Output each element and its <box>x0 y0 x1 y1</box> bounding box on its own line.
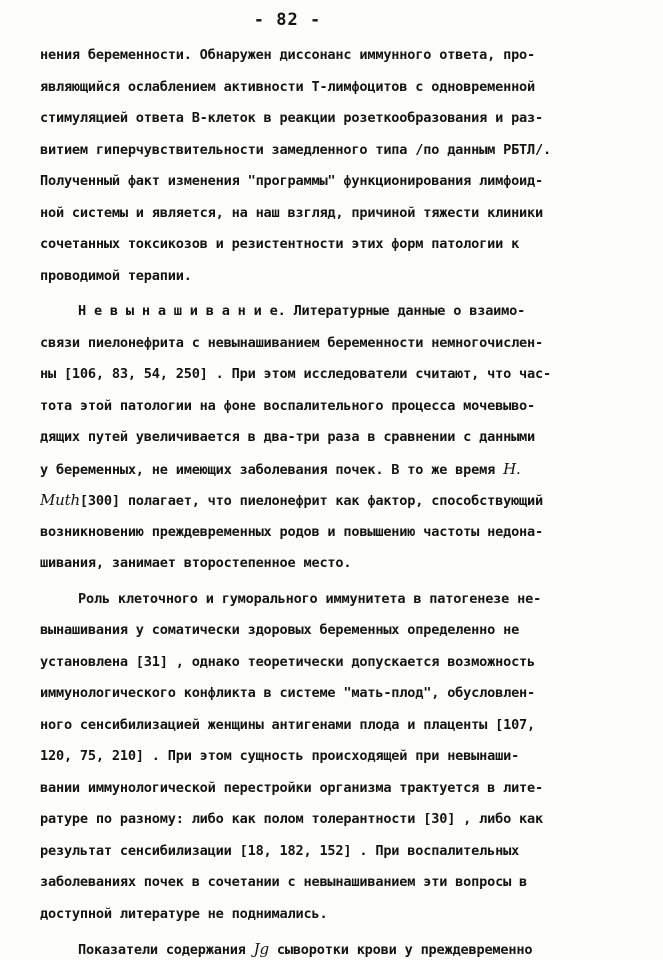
text-line: заболеваниях почек в сочетании с невынашиванием эти вопросы в <box>40 874 528 890</box>
text-line <box>40 485 640 517</box>
text-line: нения беременности. Обнаружен диссонанс иммунного ответа, про- <box>40 47 536 63</box>
text-line <box>40 934 640 966</box>
text-line: являющийся ослаблением активности Т-лимфоцитов с одновременной <box>40 78 536 95</box>
text-line: доступной литературе не поднимались. <box>40 905 328 922</box>
text-fragment: сыворотки крови у преждевременно <box>268 942 533 958</box>
text-line: Полученный факт изменения "программы" функционирования лимфоид- <box>40 173 544 189</box>
text-line: иммунологического конфликта в системе "мать-плод", обусловлен- <box>40 685 536 701</box>
text-fragment: Показатели содержания <box>78 942 254 958</box>
text-line <box>40 454 640 486</box>
text-line: вынашивания у соматически здоровых беременных определенно не <box>40 622 520 638</box>
text-line: ны [106, 83, 54, 250] . При этом исследователи считают, что час- <box>40 366 551 382</box>
text-line: Н е в ы н а ш и в а н и е. Литературные данные о взаимо- <box>78 303 526 319</box>
text-line: дящих путей увеличивается в два-три раза в сравнении с данными <box>40 429 536 445</box>
text-line: Роль клеточного и гуморального иммунитета в патогенезе не- <box>78 590 542 607</box>
paragraph-1 <box>40 40 640 292</box>
text-line: результат сенсибилизации [18, 182, 152] . При воспалительных <box>40 842 520 859</box>
text-fragment: у беременных, не имеющих заболевания почек. В то же время <box>40 461 504 478</box>
text-line: ной системы и является, на наш взгляд, причиной тяжести клиники <box>40 204 544 221</box>
paragraph-2 <box>40 296 640 580</box>
text-line: связи пиелонефрита с невынашиванием беременности немногочислен- <box>40 334 544 351</box>
text-line: установлена [31] , однако теоретически допускается возможность <box>40 653 536 670</box>
text-line: вании иммунологической перестройки организма трактуется в лите- <box>40 779 544 796</box>
handwritten-author-name: Muth <box>40 491 80 509</box>
body-text <box>40 40 640 966</box>
text-line: ратуре по разному: либо как полом толерантности [30] , либо как <box>40 811 544 827</box>
text-line: проводимой терапии. <box>40 267 192 284</box>
text-line: витием гиперчувствительности замедленного типа /по данным РБТЛ/. <box>40 141 551 158</box>
paragraph-3 <box>40 584 640 931</box>
text-line: ного сенсибилизацией женщины антигенами плода и плаценты [107, <box>40 716 536 733</box>
text-line: стимуляцией ответа В-клеток в реакции розеткообразования и раз- <box>40 110 544 126</box>
handwritten-author-initial: H. <box>503 459 521 478</box>
text-line: 120, 75, 210] . При этом сущность происходящей при невынаши- <box>40 748 520 764</box>
text-line: тота этой патологии на фоне воспалительного процесса мочевыво- <box>40 397 536 414</box>
text-line: шивания, занимает второстепенное место. <box>40 555 352 571</box>
text-fragment: [300] полагает, что пиелонефрит как фактор, способствующий <box>79 493 544 509</box>
paragraph-4 <box>40 934 640 966</box>
page-number: - 82 - <box>253 10 322 30</box>
handwritten-symbol: Jg <box>253 940 269 958</box>
text-line: возникновению преждевременных родов и повышению частоты недона- <box>40 523 544 540</box>
text-line: сочетанных токсикозов и резистентности этих форм патологии к <box>40 236 520 252</box>
